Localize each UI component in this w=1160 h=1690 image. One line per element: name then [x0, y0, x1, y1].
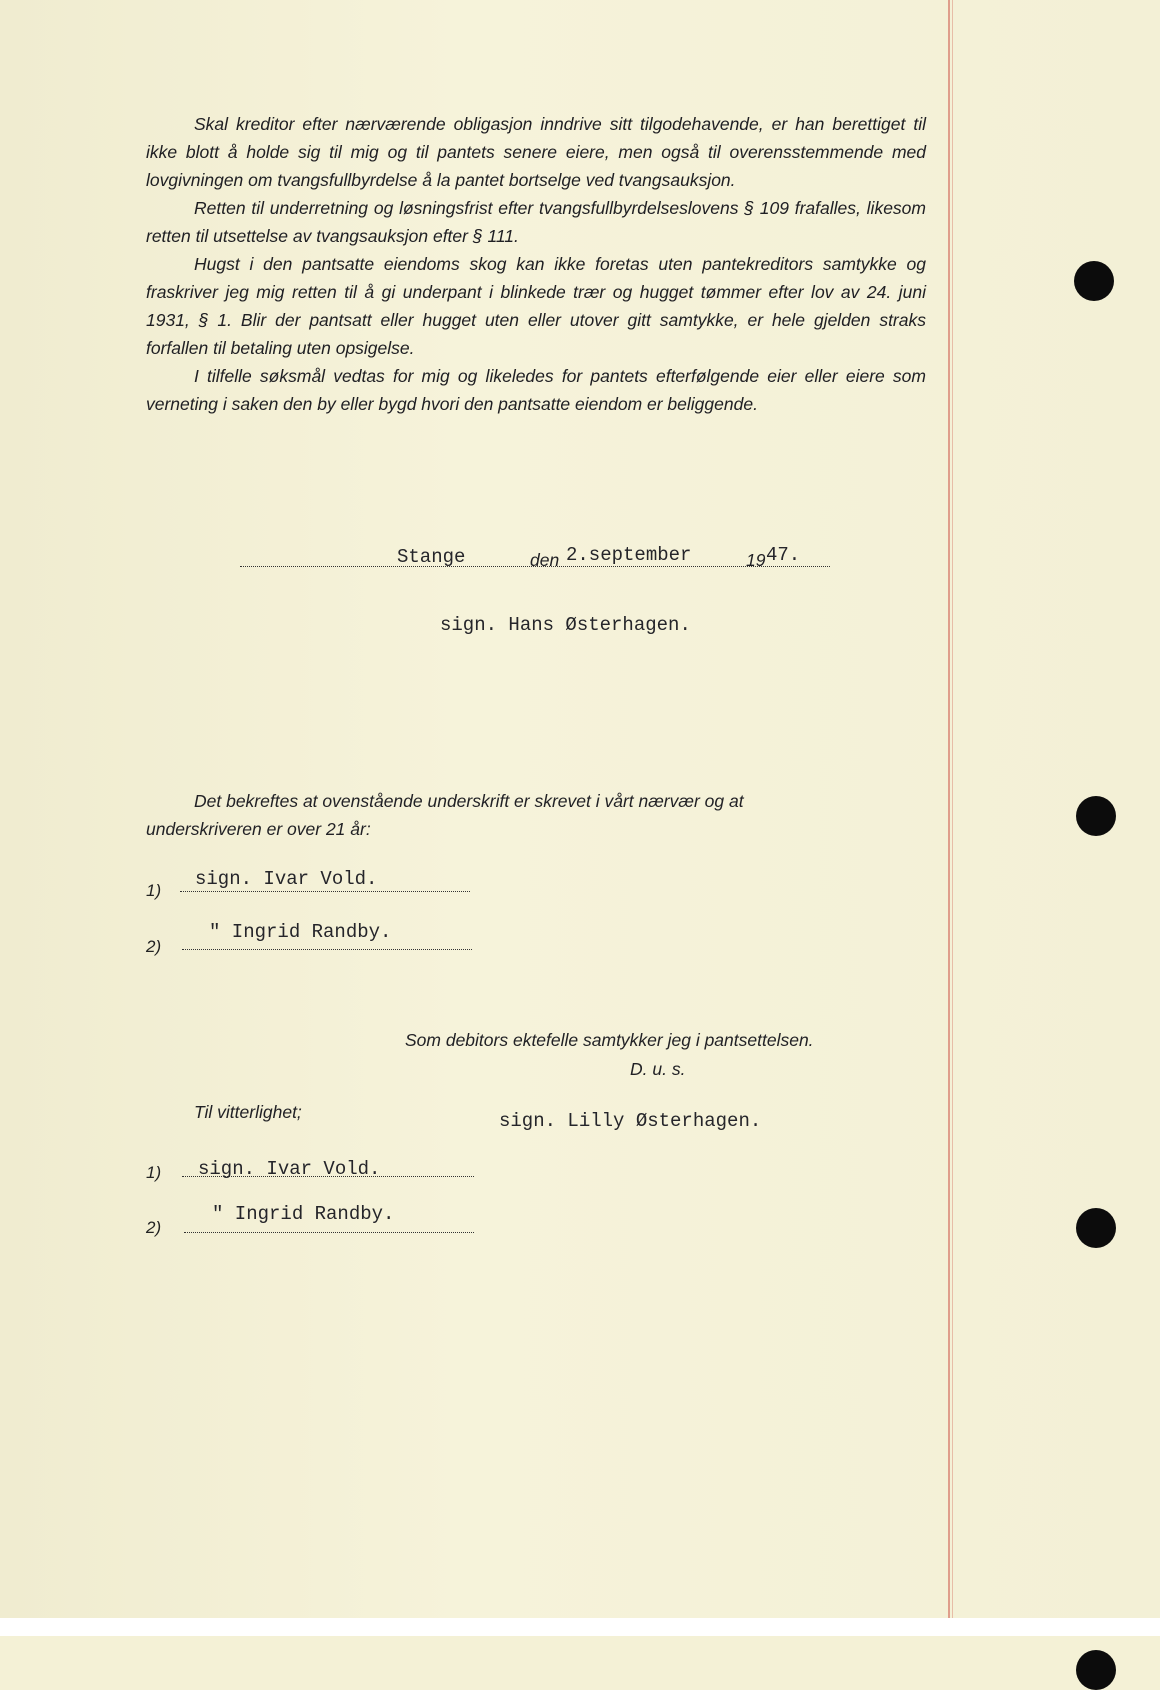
paragraph-notice: Retten til underretning og løsningsfrist efter tvangsfullbyrdelseslovens § 109 frafalles, likesom retten til utsettelse av tvangsauksjon efter § 111. — [146, 198, 926, 246]
spouse-consent-text: Som debitors ektefelle samtykker jeg i pantsettelsen. — [405, 1030, 814, 1050]
place-name: Stange — [397, 546, 466, 568]
attestation-line-2: underskriveren er over 21 år: — [146, 819, 371, 839]
date-text: 2.september — [566, 544, 692, 566]
year-suffix: 47. — [766, 544, 801, 566]
den-label: den — [530, 550, 560, 570]
punch-hole-bottom — [1076, 1208, 1116, 1248]
paragraph-logging: Hugst i den pantsatte eiendoms skog kan ikke foretas uten pantekreditors samtykke og fraskriver jeg mig retten til å gi underpant i blinkede trær og hugget tømmer efter lov av 24. juni 1931, § 1. Blir der pantsatt eller hugget uten eller utover gitt samtykke, er hele gjelden straks forfallen til betaling uten opsigelse. — [146, 254, 926, 358]
vitterlighet-1-number: 1) — [146, 1163, 162, 1182]
attestation-line-1: Det bekreftes at ovenstående underskrift er skrevet i vårt nærvær og at — [194, 791, 744, 811]
legal-text-block — [146, 110, 926, 418]
vitterlighet-2-signature: " Ingrid Randby. — [212, 1203, 395, 1225]
punch-hole-bottom-hidden — [1076, 1650, 1116, 1690]
vitterlighet-2-line — [184, 1232, 474, 1233]
witness-2-signature: " Ingrid Randby. — [209, 921, 392, 943]
paragraph-venue: I tilfelle søksmål vedtas for mig og likeledes for pantets efterfølgende eier eller eiere som verneting i saken den by eller bygd hvori den pantsatte eiendom er beliggende. — [146, 366, 926, 414]
witness-2-number: 2) — [146, 937, 162, 956]
witness-1-signature: sign. Ivar Vold. — [195, 868, 378, 890]
paragraph-enforcement: Skal kreditor efter nærværende obligasjon inndrive sitt tilgodehavende, er han berettiget til ikke blott å holde sig til mig og til pantets senere eiere, men også til overensstemmende med lovgivningen om tvangsfullbyrdelse å la pantet bortselge ved tvangsauksjon. — [146, 114, 926, 190]
witness-1-number: 1) — [146, 881, 162, 900]
witness-2-line — [182, 949, 472, 950]
vitterlighet-2-number: 2) — [146, 1218, 162, 1237]
punch-hole-top — [1074, 261, 1114, 301]
dus-label: D. u. s. — [630, 1059, 686, 1079]
punch-hole-middle — [1076, 796, 1116, 836]
vitterlighet-label: Til vitterlighet; — [194, 1102, 302, 1122]
margin-rule — [948, 0, 950, 1636]
vitterlighet-1-signature: sign. Ivar Vold. — [198, 1158, 381, 1180]
debtor-signature: sign. Hans Østerhagen. — [440, 614, 691, 636]
witness-1-line — [180, 891, 470, 892]
scan-bottom-edge — [0, 1618, 1160, 1636]
year-prefix: 19 — [746, 550, 766, 570]
spouse-signature: sign. Lilly Østerhagen. — [499, 1110, 762, 1132]
margin-rule-inner — [952, 0, 953, 1636]
vitterlighet-1-line — [182, 1176, 474, 1177]
